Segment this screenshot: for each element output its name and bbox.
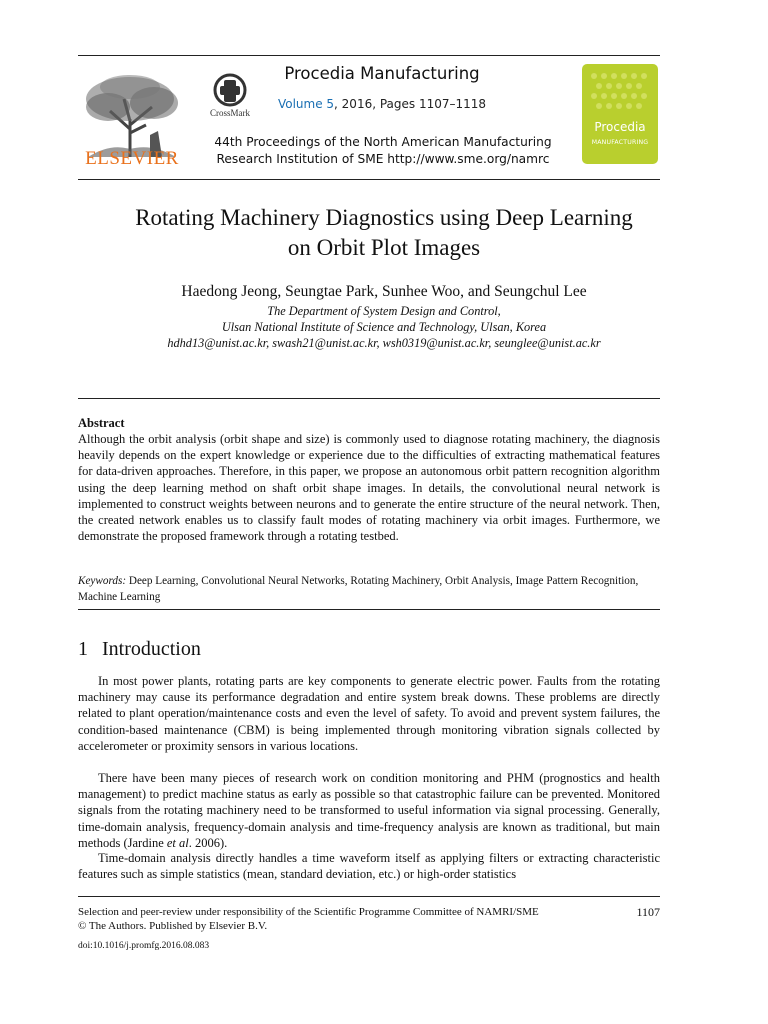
proceedings-line-2: Research Institution of SME http://www.sme.org/namrc [216,152,550,166]
page-number: 1107 [636,905,660,919]
doi-link[interactable]: doi:10.1016/j.promfg.2016.08.083 [78,941,210,951]
footer-rule [78,896,660,897]
title-line-2: on Orbit Plot Images [287,235,481,260]
keywords [78,573,660,605]
header-top-rule [78,55,660,56]
abstract-heading: Abstract [78,416,125,430]
journal-title: Procedia Manufacturing [284,64,480,83]
intro-paragraph-2-text: There have been many pieces of research work on condition monitoring and PHM (prognostics and health management) to predict machine status as early as possible so that catastrophic failure can be prevented. Monitored signals from the rotating machinery need to be transformed to useful information via signal processing. Generally, time-domain analysis, frequency-domain analysis and time-frequency analysis are known as traditional, but main methods (Jardine [78,771,660,850]
publisher-name: ELSEVIER [85,148,179,169]
section-title: Introduction [102,638,201,660]
author-list: Haedong Jeong, Seungtae Park, Sunhee Woo, and Seungchul Lee [181,283,587,300]
badge-subtitle: MANUFACTURING [591,139,649,146]
paper-title [60,203,708,263]
author-emails: hdhd13@unist.ac.kr, swash21@unist.ac.kr, wsh0319@unist.ac.kr, seunglee@unist.ac.kr [167,336,601,350]
volume-info [262,97,502,111]
volume-link[interactable]: Volume 5 [277,97,335,111]
abstract-text: Although the orbit analysis (orbit shape and size) is commonly used to diagnose rotating machinery, the diagnosis heavily depends on the expert knowledge or experience due to the difficulties of extracting mathematical features for data-driven approaches. Therefore, in this paper, we propose an autonomous orbit pattern recognition algorithm using the deep learning method on shaft orbit shape images. In details, the convolutional neural network is implemented to construct weights between neurons and to generate the entire structure of the neural network. Then, the created network enables us to classify fault modes of rotating machinery via orbit images. Furthermore, we demonstrate the proposed framework through a rotating testbed. [78,432,660,544]
section-number: 1 [78,638,88,660]
intro-paragraph-3: Time-domain analysis directly handles a time waveform itself as applying filters or extracting characteristic features such as simple statistics (mean, standard deviation, etc.) or high-order statistics [78,851,660,882]
abstract-top-rule [78,398,660,399]
affiliation-line-2: Ulsan National Institute of Science and Technology, Ulsan, Korea [221,320,547,334]
intro-paragraph-2-etal: et al [166,835,189,850]
dots-pattern-icon [588,70,652,116]
section-heading-introduction [78,638,201,661]
header-bottom-rule [78,179,660,180]
footer-line-2: © The Authors. Published by Elsevier B.V. [78,920,268,932]
intro-paragraph-2-end: . 2006). [188,835,228,850]
keywords-label: Keywords: [78,575,127,587]
abstract-bottom-rule [78,609,660,610]
badge-title: Procedia [594,120,646,134]
footer-line-1: Selection and peer-review under responsibility of the Scientific Programme Committee of NAMRI/SME [78,906,539,918]
proceedings-line-1: 44th Proceedings of the North American Manufacturing [214,135,552,149]
title-line-1: Rotating Machinery Diagnostics using Deep Learning [135,205,633,230]
keywords-list: Deep Learning, Convolutional Neural Networks, Rotating Machinery, Orbit Analysis, Image Pattern Recognition, Machine Learning [78,575,639,603]
page-footer [78,905,660,933]
affiliation-line-1: The Department of System Design and Control, [267,304,501,318]
proceedings-info [208,134,558,168]
intro-paragraph-2 [78,770,660,851]
intro-paragraph-1: In most power plants, rotating parts are key components to generate electric power. Faults from the rotating machinery may cause its performance degradation and entire system break downs. These problems are directly related to plant operation/maintenance costs and even the level of safety. To avoid and prevent system failures, the condition-based maintenance (CBM) is being implemented through monitoring vibration signals collected by accelerometer or proximity sensors in various locations. [78,674,660,753]
volume-pages: , 2016, Pages 1107–1118 [334,97,487,111]
crossmark-label: CrossMark [210,108,250,118]
procedia-cover-badge [582,64,658,164]
